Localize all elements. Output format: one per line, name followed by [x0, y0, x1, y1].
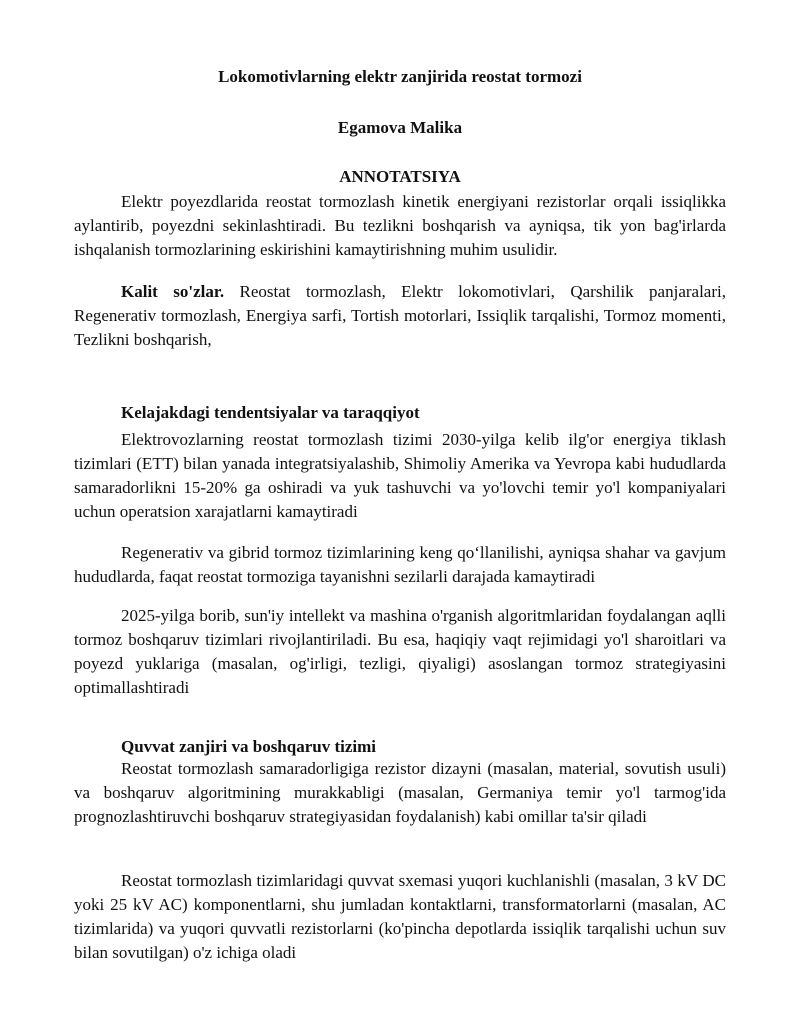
abstract-paragraph: Elektr poyezdlarida reostat tormozlash kinetik energiyani rezistorlar orqali issiqlikka aylantirib, poyezdni sekinlashtiradi. Bu tezlikni boshqarish va ayniqsa, tik yon bag'irlarda ishqalanish tormozlarining eskirishini kamaytirishning muhim usulidir.: [74, 192, 726, 259]
abstract-heading: ANNOTATSIYA: [339, 167, 461, 186]
section1-paragraph-2: Regenerativ va gibrid tormoz tizimlarining keng qo‘llanilishi, ayniqsa shahar va gavjum hududlarda, faqat reostat tormoziga tayanishni sezilarli darajada kamaytiradi: [74, 543, 726, 586]
document-title: Lokomotivlarning elektr zanjirida reostat tormozi: [218, 67, 582, 86]
section-heading-power-circuit: Quvvat zanjiri va boshqaruv tizimi: [121, 737, 377, 756]
section1-paragraph-1: Elektrovozlarning reostat tormozlash tizimi 2030-yilga kelib ilg'or energiya tiklash tizimlari (ETT) bilan yanada integratsiyalashib, Shimoliy Amerika va Yevropa kabi hududlarda samaradorlikni 15-20% ga oshiradi va yuk tashuvchi va yo'lovchi temir yo'l kompaniyalari uchun operatsion xarajatlarni kamaytiradi: [74, 430, 726, 521]
keywords-label: Kalit so'zlar.: [121, 282, 225, 301]
keywords-list: Reostat tormozlash, Elektr lokomotivlari, Qarshilik panjaralari, Regenerativ tormozlash, Energiya sarfi, Tortish motorlari, Issiqlik tarqalishi, Tormoz momenti, Tezlikni boshqarish,: [74, 282, 726, 349]
section-heading-future-trends: Kelajakdagi tendentsiyalar va taraqqiyot: [121, 403, 420, 422]
keywords-paragraph: [74, 280, 726, 352]
author-name: Egamova Malika: [337, 118, 463, 137]
section2-paragraph-1: Reostat tormozlash samaradorligiga rezistor dizayni (masalan, material, sovutish usuli) va boshqaruv algoritmining murakkabligi (masalan, Germaniya temir yo'l tarmog'ida prognozlashtiruvchi boshqaruv strategiyasidan foydalanish) kabi omillar ta'sir qiladi: [74, 759, 726, 826]
section1-paragraph-3: 2025-yilga borib, sun'iy intellekt va mashina o'rganish algoritmlaridan foydalangan aqlli tormoz boshqaruv tizimlari rivojlantiriladi. Bu esa, haqiqiy vaqt rejimidagi yo'l sharoitlari va poyezd yuklariga (masalan, og'irligi, tezligi, qiyaligi) asoslangan tormoz strategiyasini optimallashtiradi: [74, 606, 726, 697]
section2-paragraph-2: Reostat tormozlash tizimlaridagi quvvat sxemasi yuqori kuchlanishli (masalan, 3 kV DC yoki 25 kV AC) komponentlarni, shu jumladan kontaktlarni, transformatorlarni (masalan, AC tizimlarida) va yuqori quvvatli rezistorlarni (ko'pincha depotlarda issiqlik tarqalishi uchun suv bilan sovutilgan) o'z ichiga oladi: [74, 871, 726, 962]
document-page: [74, 0, 726, 1035]
